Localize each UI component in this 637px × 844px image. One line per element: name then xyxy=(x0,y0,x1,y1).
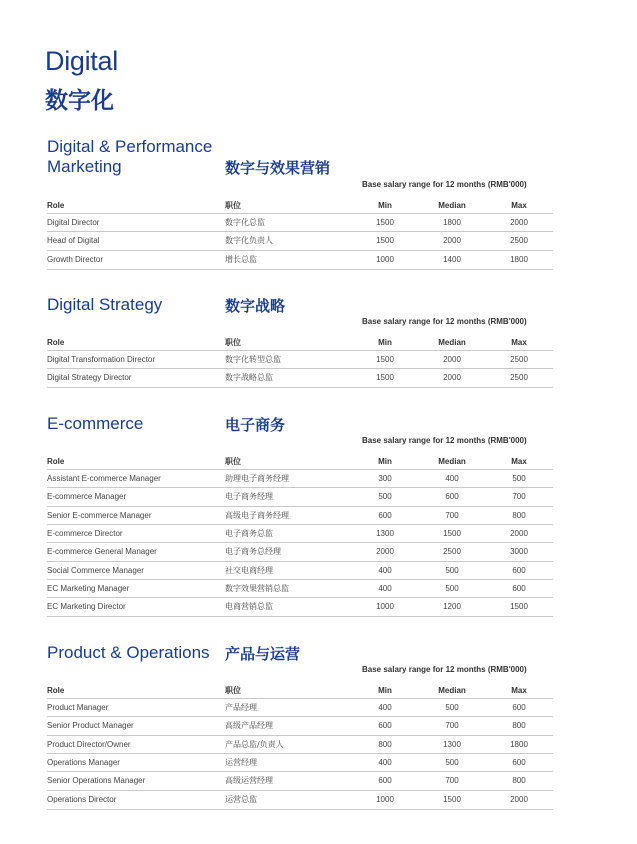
cell-role-chinese: 产品总监/负责人 xyxy=(225,739,284,749)
cell-role: Senior Product Manager xyxy=(47,721,134,731)
section-title: Product & Operations xyxy=(47,643,210,662)
cell-role: Product Director/Owner xyxy=(47,739,131,749)
section-title: Digital & Performance Marketing xyxy=(47,137,213,176)
cell-max: 600 xyxy=(512,703,526,712)
cell-max: 800 xyxy=(512,776,526,786)
table-row xyxy=(47,250,553,270)
table-row xyxy=(47,597,553,617)
header-max: Max xyxy=(511,201,527,210)
header-max: Max xyxy=(511,686,527,695)
cell-max: 2000 xyxy=(510,218,528,227)
table-header xyxy=(47,683,553,699)
header-role: Role xyxy=(47,457,65,466)
table-row xyxy=(47,350,553,369)
cell-max: 2500 xyxy=(510,236,528,246)
table-row xyxy=(47,561,553,580)
cell-role: Operations Director xyxy=(47,794,117,804)
section-title: E-commerce xyxy=(47,414,144,433)
cell-median: 2000 xyxy=(443,373,461,383)
cell-role: Digital Transformation Director xyxy=(47,355,156,364)
cell-role-chinese: 运营经理 xyxy=(225,757,257,767)
cell-min: 400 xyxy=(378,757,392,767)
cell-role: Product Manager xyxy=(47,703,109,712)
table-row xyxy=(47,771,553,790)
table-row xyxy=(47,487,553,506)
cell-max: 600 xyxy=(512,583,526,593)
header-role: Role xyxy=(47,338,65,347)
header-role-chinese: 职位 xyxy=(225,457,241,466)
cell-role-chinese: 运营总监 xyxy=(225,794,257,804)
cell-role: E-commerce Manager xyxy=(47,492,127,502)
cell-role: Assistant E-commerce Manager xyxy=(47,474,161,483)
cell-role: E-commerce Director xyxy=(47,528,123,538)
cell-median: 1500 xyxy=(443,794,461,804)
cell-role-chinese: 数字效果营销总监 xyxy=(225,583,289,593)
cell-median: 600 xyxy=(445,492,459,502)
table-row xyxy=(47,524,553,543)
section-title-chinese: 数字战略 xyxy=(225,297,286,315)
header-role-chinese: 职位 xyxy=(225,338,241,347)
cell-median: 2000 xyxy=(443,236,461,246)
header-median: Median xyxy=(438,457,466,466)
cell-min: 1000 xyxy=(376,254,394,264)
header-median: Median xyxy=(438,686,466,695)
cell-median: 500 xyxy=(445,757,459,767)
cell-role-chinese: 数字战略总监 xyxy=(225,373,273,383)
table-row xyxy=(47,753,553,772)
cell-min: 1500 xyxy=(376,218,394,227)
cell-min: 600 xyxy=(378,776,392,786)
cell-role-chinese: 社交电商经理 xyxy=(225,565,273,575)
header-median: Median xyxy=(438,201,466,210)
cell-max: 2000 xyxy=(510,528,528,538)
cell-min: 600 xyxy=(378,721,392,731)
header-role: Role xyxy=(47,201,65,210)
table-row xyxy=(47,735,553,754)
salary-range-caption: Base salary range for 12 months (RMB'000) xyxy=(362,180,527,189)
cell-max: 500 xyxy=(512,474,526,483)
cell-median: 500 xyxy=(445,565,459,575)
table-header xyxy=(47,454,553,470)
table-row xyxy=(47,469,553,488)
cell-max: 2500 xyxy=(510,355,528,364)
cell-min: 500 xyxy=(378,492,392,502)
cell-min: 1300 xyxy=(376,528,394,538)
cell-role: Digital Director xyxy=(47,218,100,227)
table-row xyxy=(47,213,553,232)
salary-range-caption: Base salary range for 12 months (RMB'000) xyxy=(362,665,527,674)
cell-role-chinese: 助理电子商务经理 xyxy=(225,474,289,483)
cell-role: Social Commerce Manager xyxy=(47,565,144,575)
cell-min: 1500 xyxy=(376,236,394,246)
cell-role: Head of Digital xyxy=(47,236,100,246)
cell-max: 1800 xyxy=(510,254,528,264)
page-title-chinese: 数字化 xyxy=(45,88,114,114)
cell-max: 1800 xyxy=(510,739,528,749)
header-role-chinese: 职位 xyxy=(225,686,241,695)
cell-median: 1300 xyxy=(443,739,461,749)
header-min: Min xyxy=(378,338,392,347)
cell-min: 1000 xyxy=(376,794,394,804)
table-row xyxy=(47,231,553,250)
cell-min: 400 xyxy=(378,583,392,593)
page-title: Digital xyxy=(45,46,118,76)
header-min: Min xyxy=(378,201,392,210)
cell-role: Senior Operations Manager xyxy=(47,776,146,786)
cell-median: 400 xyxy=(445,474,459,483)
cell-role: Growth Director xyxy=(47,254,104,264)
cell-role-chinese: 数字化总监 xyxy=(225,218,265,227)
cell-median: 1500 xyxy=(443,528,461,538)
cell-median: 1400 xyxy=(443,254,461,264)
cell-role: E-commerce General Manager xyxy=(47,547,157,557)
cell-role: EC Marketing Director xyxy=(47,602,126,612)
cell-median: 1800 xyxy=(443,218,461,227)
cell-median: 500 xyxy=(445,703,459,712)
header-max: Max xyxy=(511,338,527,347)
cell-min: 400 xyxy=(378,565,392,575)
cell-median: 1200 xyxy=(443,602,461,612)
salary-range-caption: Base salary range for 12 months (RMB'000) xyxy=(362,436,527,445)
section-title-chinese: 产品与运营 xyxy=(225,645,301,663)
cell-role: EC Marketing Manager xyxy=(47,583,130,593)
cell-role-chinese: 电子商务总监 xyxy=(225,528,273,538)
cell-max: 600 xyxy=(512,757,526,767)
cell-median: 500 xyxy=(445,583,459,593)
table-row xyxy=(47,716,553,735)
cell-max: 700 xyxy=(512,492,526,502)
cell-median: 700 xyxy=(445,510,459,520)
header-max: Max xyxy=(511,457,527,466)
cell-median: 2000 xyxy=(443,355,461,364)
section-title-chinese: 数字与效果营销 xyxy=(225,159,331,177)
cell-role-chinese: 产品经理 xyxy=(225,703,257,712)
cell-role-chinese: 数字化负责人 xyxy=(225,236,273,246)
cell-role: Operations Manager xyxy=(47,757,120,767)
cell-min: 1500 xyxy=(376,355,394,364)
header-min: Min xyxy=(378,686,392,695)
cell-role-chinese: 电子商务总经理 xyxy=(225,547,281,557)
table-row xyxy=(47,579,553,598)
cell-max: 1500 xyxy=(510,602,528,612)
cell-role-chinese: 增长总监 xyxy=(225,254,257,264)
cell-max: 800 xyxy=(512,510,526,520)
cell-min: 1500 xyxy=(376,373,394,383)
cell-role-chinese: 电子商务经理 xyxy=(225,492,273,502)
cell-min: 1000 xyxy=(376,602,394,612)
table-header xyxy=(47,335,553,351)
cell-role-chinese: 电商营销总监 xyxy=(225,602,273,612)
cell-min: 300 xyxy=(378,474,392,483)
header-median: Median xyxy=(438,338,466,347)
cell-median: 2500 xyxy=(443,547,461,557)
cell-max: 2000 xyxy=(510,794,528,804)
cell-max: 2500 xyxy=(510,373,528,383)
table-row xyxy=(47,506,553,525)
cell-role-chinese: 数字化转型总监 xyxy=(225,355,281,364)
cell-min: 800 xyxy=(378,739,392,749)
cell-role: Senior E-commerce Manager xyxy=(47,510,152,520)
cell-median: 700 xyxy=(445,776,459,786)
cell-max: 600 xyxy=(512,565,526,575)
cell-role-chinese: 高级电子商务经理 xyxy=(225,510,289,520)
header-min: Min xyxy=(378,457,392,466)
section-title: Digital Strategy xyxy=(47,295,163,314)
table-row xyxy=(47,790,553,810)
table-row xyxy=(47,542,553,561)
table-row xyxy=(47,368,553,388)
cell-min: 2000 xyxy=(376,547,394,557)
table-header xyxy=(47,198,553,214)
cell-role-chinese: 高级运营经理 xyxy=(225,776,273,786)
cell-median: 700 xyxy=(445,721,459,731)
table-row xyxy=(47,698,553,717)
cell-max: 3000 xyxy=(510,547,528,557)
cell-min: 400 xyxy=(378,703,392,712)
cell-role: Digital Strategy Director xyxy=(47,373,132,383)
cell-max: 800 xyxy=(512,721,526,731)
salary-range-caption: Base salary range for 12 months (RMB'000) xyxy=(362,317,527,326)
header-role: Role xyxy=(47,686,65,695)
section-title-chinese: 电子商务 xyxy=(225,416,286,434)
header-role-chinese: 职位 xyxy=(225,201,241,210)
cell-min: 600 xyxy=(378,510,392,520)
cell-role-chinese: 高级产品经理 xyxy=(225,721,273,731)
